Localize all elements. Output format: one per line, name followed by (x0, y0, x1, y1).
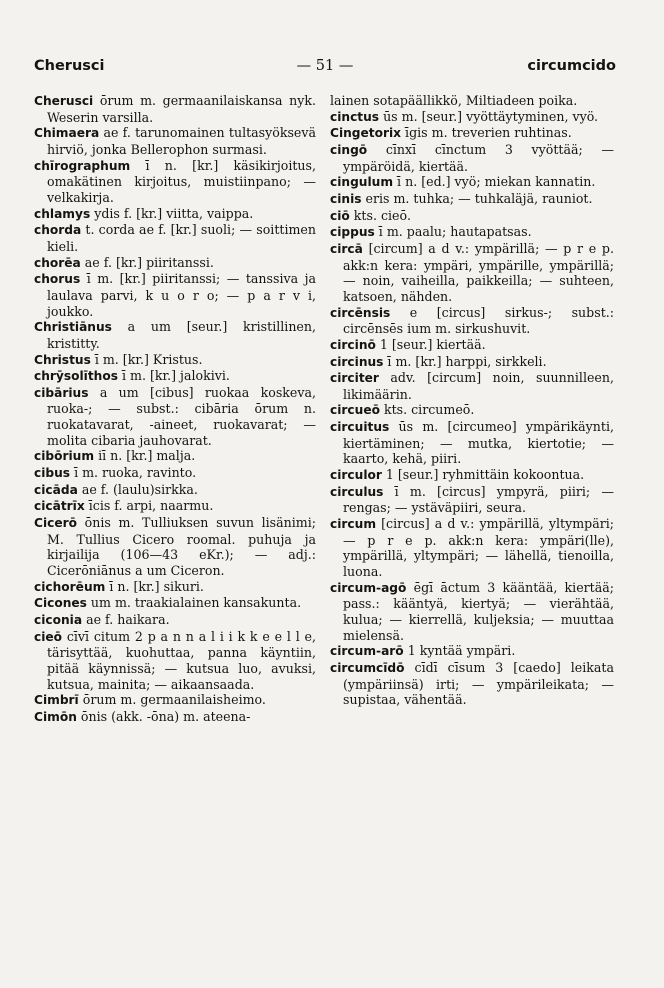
entry-definition: a um [seur.] kristillinen, kristitty. (47, 319, 316, 351)
entry-headword: circuitus (330, 420, 390, 435)
dictionary-entry (330, 93, 614, 109)
dictionary-entry (330, 516, 614, 580)
dictionary-entry (330, 354, 614, 371)
entry-headword: Cimbrī (34, 693, 79, 708)
dictionary-entry (330, 660, 614, 708)
dictionary-entry (34, 465, 316, 482)
entry-definition: [circum] a d v.: ympärillä; — p r e p. akk:n kera: ympäri, ympärille, ympärillä; — noin, vaiheilla, paikkeilla; — suhteen, katsoen, nähden. (343, 240, 614, 304)
entry-headword: circulus (330, 484, 384, 499)
entry-definition: īgis m. treverien ruhtinas. (401, 125, 572, 141)
dictionary-entry (330, 174, 614, 191)
entry-definition: e [circus] sirkus-; subst.: circēnsēs ium m. sirkushuvit. (343, 304, 614, 337)
dictionary-entry (330, 402, 614, 419)
entry-definition: ī n. [ed.] vyö; miekan kannatin. (393, 174, 596, 190)
entry-definition: lainen sotapäällikkö, Miltiadeen poika. (330, 93, 578, 108)
dictionary-entry (330, 109, 614, 126)
dictionary-entry (330, 484, 614, 516)
page-header (34, 58, 616, 78)
entry-definition: ae f. tarunomainen tultasyöksevä hirviö, jonka Bellerophon surmasi. (47, 125, 316, 157)
entry-definition: eris m. tuhka; — tuhkaläjä, rauniot. (361, 190, 593, 206)
entry-headword: circā (330, 241, 363, 256)
dictionary-entry (330, 370, 614, 402)
entry-headword: chlamys (34, 206, 91, 221)
entry-headword: cibus (34, 466, 71, 481)
dictionary-entry (330, 208, 614, 225)
entry-definition: kts. circumeō. (379, 402, 475, 418)
entry-definition: ōnis (akk. -ōna) m. ateena- (76, 708, 251, 724)
entry-definition: ae f. [kr.] piiritanssi. (80, 254, 214, 270)
entry-headword: chorus (34, 272, 81, 287)
dictionary-entry (34, 158, 316, 206)
entry-definition: t. corda ae f. [kr.] suoli; — soittimen kieli. (47, 222, 316, 254)
entry-definition: ī m. paalu; hautapatsas. (374, 224, 532, 240)
entry-headword: cibōrium (34, 449, 95, 464)
dictionary-entry (330, 643, 614, 660)
entry-headword: Christiānus (34, 320, 112, 335)
entry-headword: cieō (34, 629, 63, 644)
dictionary-entry (330, 241, 614, 305)
entry-definition: 1 [seur.] kiertää. (375, 336, 486, 352)
dictionary-entry (34, 352, 316, 369)
entry-headword: Cherusci (34, 94, 94, 108)
entry-definition: ae f. (laulu)sirkka. (77, 481, 198, 497)
entry-definition: ōrum m. germaanilaiskansa nyk. Weserin varsilla. (47, 93, 316, 125)
entry-definition: īcis f. arpi, naarmu. (84, 498, 214, 514)
entry-headword: ciconia (34, 613, 83, 627)
entry-definition: 1 [seur.] ryhmittäin kokoontua. (381, 467, 585, 483)
entry-headword: cinctus (330, 109, 380, 124)
dictionary-entry (34, 206, 316, 223)
dictionary-entry (34, 271, 316, 319)
entry-definition: a um [cibus] ruokaa koskeva, ruoka-; — subst.: cibāria ōrum n. ruokatavarat, -aineet, ruokavarat; — molita cibaria jauhovarat. (47, 384, 316, 448)
entry-headword: circueō (330, 403, 380, 418)
entry-definition: adv. [circum] noin, suunnilleen, likimäärin. (343, 370, 614, 402)
entry-headword: cicāda (34, 482, 78, 497)
dictionary-entry (34, 692, 316, 709)
entry-headword: chrȳsolīthos (34, 369, 118, 384)
entry-headword: circum-agō (330, 580, 407, 595)
entry-definition: ydis f. [kr.] viitta, vaippa. (90, 205, 254, 221)
entry-headword: circiter (330, 371, 379, 386)
entry-headword: cicātrīx (34, 499, 85, 514)
dictionary-entry (34, 482, 316, 499)
entry-definition: ī m. [kr.] piiritanssi; — tanssiva ja laulava parvi, k u o r o; — p a r v i, joukko. (47, 271, 316, 319)
dictionary-entry (330, 580, 614, 644)
entry-headword: chīrographum (34, 158, 131, 173)
entry-headword: cibārius (34, 385, 89, 400)
header-first-entry: Cherusci (34, 58, 105, 74)
dictionary-entry (34, 448, 316, 465)
entry-headword: ciō (330, 208, 350, 223)
header-last-entry: circumcido (527, 58, 616, 74)
dictionary-entry (330, 337, 614, 354)
dictionary-entry (330, 467, 614, 484)
entry-definition: ī n. [kr.] käsikirjoitus, omakätinen kirjoitus, muistiinpano; — velkakirja. (47, 157, 316, 205)
entry-headword: circum (330, 517, 377, 532)
dictionary-entry (330, 224, 614, 241)
entry-definition: cīnxī cīnctum 3 vyöttää; — ympäröidä, kiertää. (343, 141, 614, 174)
dictionary-entry (34, 319, 316, 351)
entry-headword: circumcīdō (330, 660, 405, 675)
dictionary-entry (330, 419, 614, 467)
dictionary-entry (34, 595, 316, 612)
entry-headword: Cimōn (34, 709, 77, 724)
entry-definition: ūs m. [circumeo] ympärikäynti, kiertäminen; — mutka, kiertotie; — kaarto, kehä, piiri. (343, 419, 614, 467)
entry-headword: cingō (330, 142, 368, 157)
entry-headword: cinis (330, 191, 362, 206)
entry-headword: circinus (330, 354, 384, 369)
dictionary-entry (34, 385, 316, 449)
entry-definition: [circus] a d v.: ympärillä, yltympäri; — p r e p. akk:n kera: ympäri(lle), ympärillä, yltympäri; — lähellä, tienoilla, luona. (343, 516, 614, 580)
dictionary-entry (34, 629, 316, 693)
entry-headword: Christus (34, 352, 91, 367)
entry-definition: ōnis m. Tulliuksen suvun lisänimi; M. Tullius Cicero roomal. puhuja ja kirjailija (106—43 eKr.); — adj.: Cicerōniānus a um Ciceron. (47, 515, 316, 579)
dictionary-entry (330, 305, 614, 337)
dictionary-entry (34, 709, 316, 726)
entry-headword: circum-arō (330, 644, 404, 659)
dictionary-entry (330, 191, 614, 208)
dictionary-entry (330, 142, 614, 174)
entry-definition: cīdī cīsum 3 [caedo] leikata (ympäriinsä) irti; — ympärileikata; — supistaa, vähentää. (343, 659, 614, 708)
entry-definition: ī m. [kr.] jalokivi. (117, 368, 230, 384)
entry-headword: circēnsis (330, 305, 391, 320)
entry-definition: 1 kyntää ympäri. (403, 643, 516, 659)
entry-definition: ī m. [kr.] harppi, sirkkeli. (383, 353, 547, 369)
entry-definition: ī m. [circus] ympyrä, piiri; — rengas; — ystäväpiiri, seura. (343, 483, 614, 516)
entry-headword: Chimaera (34, 126, 100, 141)
entry-definition: ī m. ruoka, ravinto. (70, 465, 197, 481)
entry-definition: iī n. [kr.] malja. (94, 448, 196, 464)
dictionary-entry (34, 255, 316, 272)
entry-definition: cīvī citum 2 p a n n a l i i k k e e l l e, tärisyttää, kuohuttaa, panna käyntiin, pitää käynnissä; — kutsua luo, avuksi, kutsua, mainita; — aikaansaada. (47, 628, 316, 692)
entry-definition: ī m. [kr.] Kristus. (90, 351, 203, 367)
entry-headword: chorēa (34, 255, 81, 270)
entry-headword: cichorēum (34, 579, 106, 594)
entry-definition: kts. cieō. (349, 207, 412, 223)
entry-headword: Cicerō (34, 516, 77, 531)
dictionary-entry (330, 125, 614, 142)
entry-headword: circinō (330, 337, 376, 352)
entry-headword: cippus (330, 225, 375, 240)
dictionary-entry (34, 93, 316, 125)
entry-definition: um m. traakialainen kansakunta. (86, 595, 302, 611)
entry-definition: ōrum m. germaanilaisheimo. (78, 692, 266, 708)
entry-definition: ae f. haikara. (82, 612, 170, 627)
dictionary-entry (34, 612, 316, 629)
dictionary-entry (34, 368, 316, 385)
entry-headword: Cingetorix (330, 126, 402, 141)
dictionary-entry (34, 579, 316, 596)
entry-headword: Cicones (34, 596, 87, 611)
dictionary-entry (34, 222, 316, 254)
entry-definition: ēgī āctum 3 kääntää, kiertää; pass.: kääntyä, kiertyä; — vierähtää, kulua; — kierrellä, kuljeksia; — muuttaa mielensä. (343, 579, 614, 643)
entry-definition: ūs m. [seur.] vyöttäytyminen, vyö. (379, 108, 599, 124)
entry-headword: cingulum (330, 175, 394, 190)
right-column (330, 93, 614, 708)
page-number: — 51 — (296, 58, 354, 74)
dictionary-entry (34, 498, 316, 515)
left-column (34, 93, 316, 726)
entry-headword: chorda (34, 223, 82, 238)
entry-headword: circulor (330, 468, 382, 483)
entry-definition: ī n. [kr.] sikuri. (105, 578, 204, 594)
dictionary-entry (34, 515, 316, 579)
dictionary-entry (34, 125, 316, 157)
